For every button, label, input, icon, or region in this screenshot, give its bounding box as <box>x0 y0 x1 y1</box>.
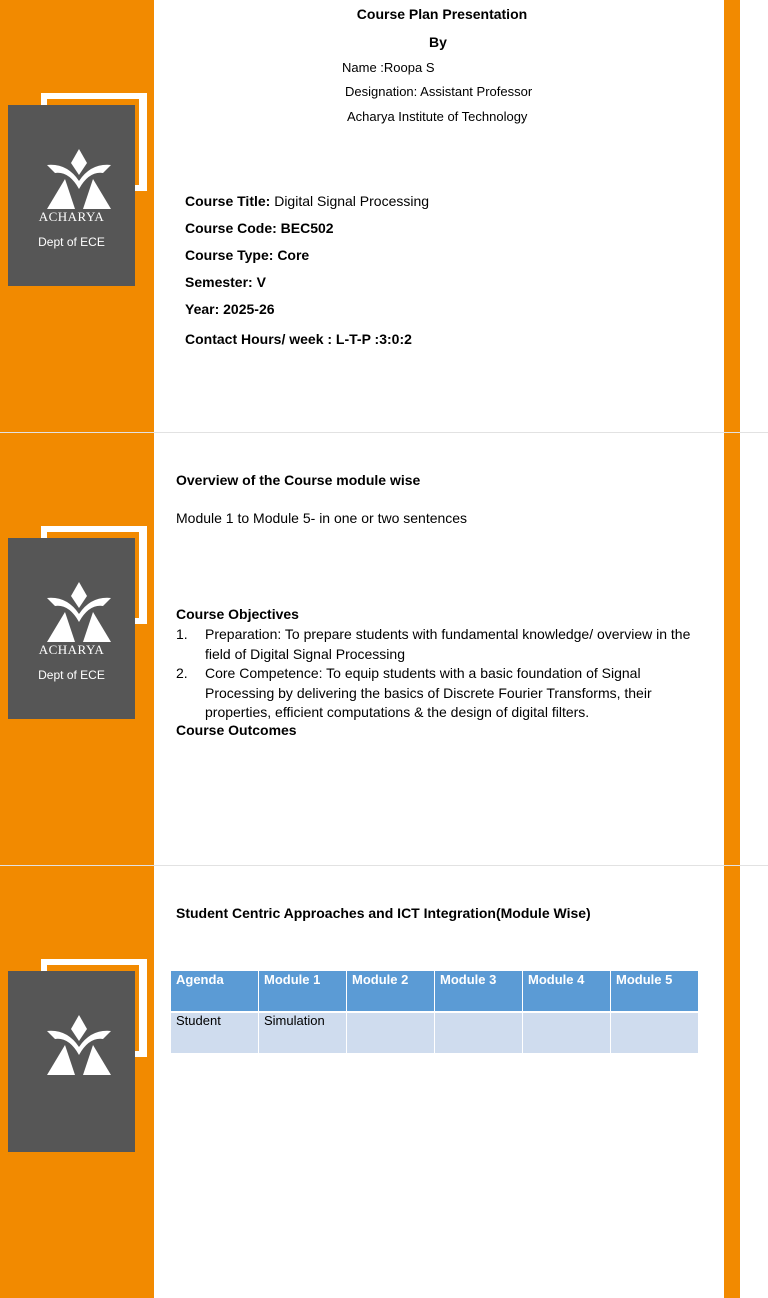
slide-course-plan <box>0 0 768 432</box>
course-title-label: Course Title: <box>185 193 271 209</box>
column-header-module-3: Module 3 <box>435 971 522 1013</box>
overview-text: Module 1 to Module 5- in one or two sentences <box>176 510 468 526</box>
right-orange-strip <box>724 433 740 865</box>
right-orange-strip <box>724 866 740 1298</box>
acharya-logo-icon <box>45 582 113 644</box>
table-cell <box>347 1013 434 1053</box>
objective-text: Core Competence: To equip students with a basic foundation of Signal Processing by delivering the basics of Discrete Fourier Transforms, their properties, efficient computations & the design of digital filters. <box>205 665 652 720</box>
column-header-module-1: Module 1 <box>259 971 346 1013</box>
objective-number: 2. <box>176 665 188 681</box>
ict-integration-table <box>170 971 699 1053</box>
table-cell <box>435 1013 522 1053</box>
objective-item <box>176 625 704 664</box>
column-header-module-4: Module 4 <box>523 971 610 1013</box>
left-orange-panel <box>0 866 154 1298</box>
department-label: Dept of ECE <box>38 235 105 249</box>
overview-heading: Overview of the Course module wise <box>176 472 421 488</box>
logo-name: ACHARYA <box>38 642 105 657</box>
course-code: Course Code: BEC502 <box>185 220 334 236</box>
presentation-title: Course Plan Presentation <box>356 6 528 22</box>
objective-text: Preparation: To prepare students with fundamental knowledge/ overview in the field of Digital Signal Processing <box>205 626 691 662</box>
presenter-designation: Designation: Assistant Professor <box>345 84 533 99</box>
outcomes-heading: Course Outcomes <box>176 722 297 738</box>
student-centric-heading: Student Centric Approaches and ICT Integration(Module Wise) <box>176 905 591 921</box>
acharya-logo-card <box>8 105 135 286</box>
column-header-module-5: Module 5 <box>611 971 698 1013</box>
year: Year: 2025-26 <box>185 301 275 317</box>
course-type: Course Type: Core <box>185 247 310 263</box>
slide-content <box>154 866 724 1298</box>
semester: Semester: V <box>185 274 266 290</box>
right-edge <box>740 0 768 432</box>
table-header-row <box>171 971 698 1013</box>
acharya-logo-card <box>8 971 135 1152</box>
table-cell <box>611 1013 698 1053</box>
right-orange-strip <box>724 0 740 432</box>
department-label: Dept of ECE <box>38 668 105 682</box>
logo-name: ACHARYA <box>38 209 105 224</box>
column-header-module-2: Module 2 <box>347 971 434 1013</box>
objectives-heading: Course Objectives <box>176 606 299 622</box>
slide-content <box>154 0 724 432</box>
column-header-agenda: Agenda <box>171 971 258 1013</box>
slide-content <box>154 433 724 865</box>
course-title-value: Digital Signal Processing <box>270 193 430 209</box>
objectives-list <box>176 625 704 723</box>
right-edge <box>740 866 768 1298</box>
left-orange-panel <box>0 433 154 865</box>
by-label: By <box>429 34 447 50</box>
acharya-logo-card <box>8 538 135 719</box>
slide-student-centric <box>0 866 768 1298</box>
table-row <box>171 1013 698 1053</box>
objective-item <box>176 664 704 723</box>
course-title <box>185 193 429 209</box>
contact-hours: Contact Hours/ week : L-T-P :3:0:2 <box>185 331 412 347</box>
acharya-logo-icon <box>45 1015 113 1077</box>
table-cell: Student <box>171 1013 258 1053</box>
left-orange-panel <box>0 0 154 432</box>
right-edge <box>740 433 768 865</box>
objective-number: 1. <box>176 626 188 642</box>
slide-course-overview <box>0 433 768 865</box>
acharya-logo-icon <box>45 149 113 211</box>
presenter-name: Name :Roopa S <box>342 60 435 75</box>
table-cell <box>523 1013 610 1053</box>
table-cell: Simulation <box>259 1013 346 1053</box>
institute-name: Acharya Institute of Technology <box>347 109 528 124</box>
